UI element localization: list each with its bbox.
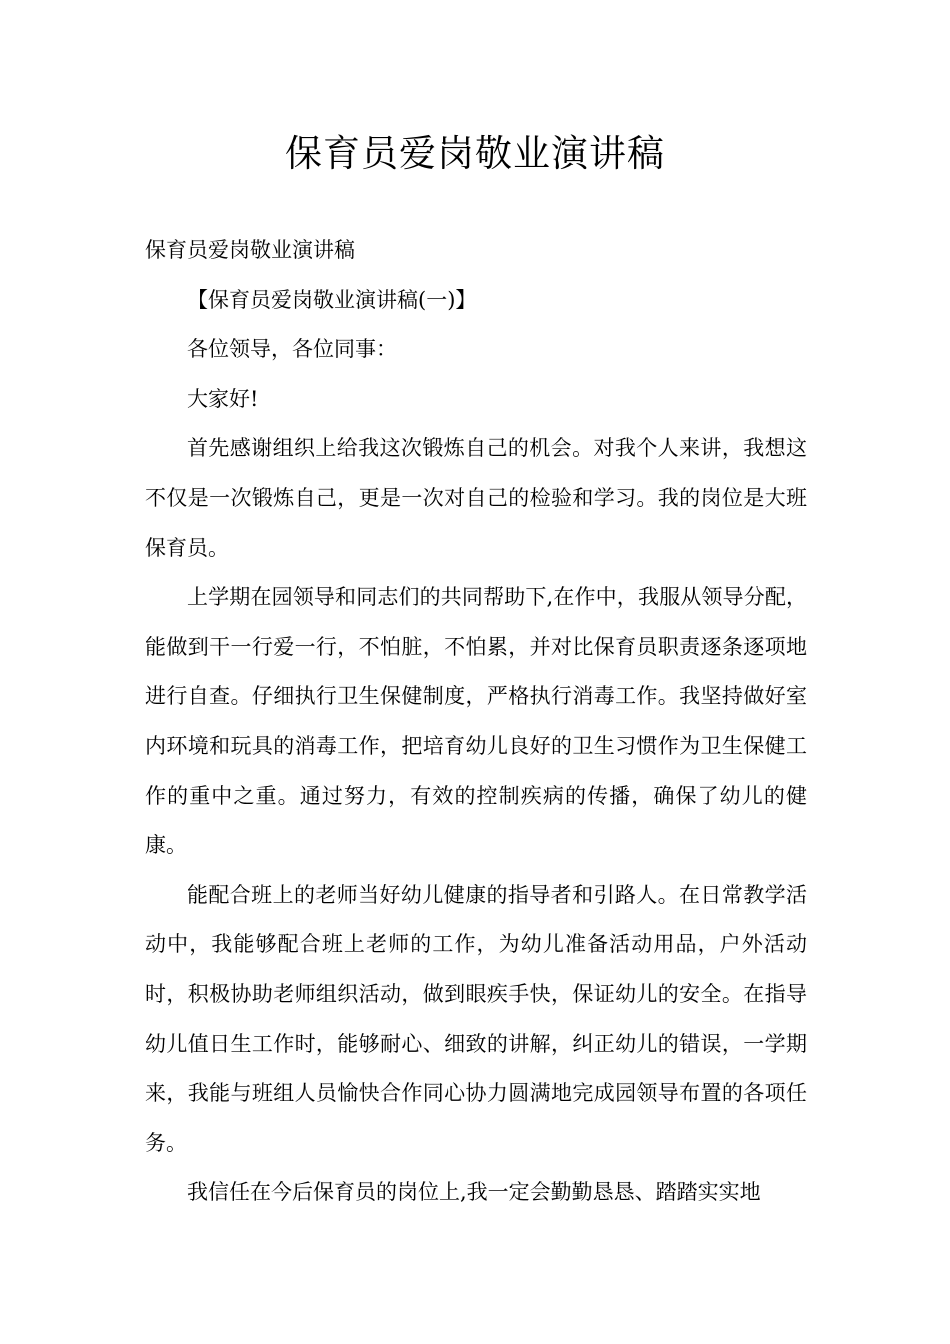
paragraph: 能配合班上的老师当好幼儿健康的指导者和引路人。在日常教学活动中，我能够配合班上老师的工作，为幼儿准备活动用品，户外活动时，积极协助老师组织活动，做到眼疾手快，保证幼儿的安全。在指导幼儿值日生工作时，能够耐心、细致的讲解，纠正幼儿的错误，一学期来，我能与班组人员愉快合作同心协力圆满地完成园领导布置的各项任务。 — [145, 882, 807, 1155]
greeting: 大家好! — [187, 386, 259, 411]
paragraph: 上学期在园领导和同志们的共同帮助下,在作中，我服从领导分配，能做到干一行爱一行，不怕脏，不怕累，并对比保育员职责逐条逐项地进行自查。仔细执行卫生保健制度，严格执行消毒工作。我坚持做好室内环境和玩具的消毒工作，把培育幼儿良好的卫生习惯作为卫生保健工作的重中之重。通过努力，有效的控制疾病的传播，确保了幼儿的健康。 — [145, 585, 807, 858]
section-heading: 【保育员爱岗敬业演讲稿(一)】 — [187, 287, 477, 312]
paragraph: 首先感谢组织上给我这次锻炼自己的机会。对我个人来讲，我想这不仅是一次锻炼自己，更是一次对自己的检验和学习。我的岗位是大班保育员。 — [145, 436, 807, 560]
salutation: 各位领导，各位同事： — [187, 337, 397, 362]
document-body — [145, 226, 807, 1218]
document-subtitle: 保育员爱岗敬业演讲稿 — [145, 238, 355, 262]
paragraph: 我信任在今后保育员的岗位上,我一定会勤勤恳恳、踏踏实实地 — [187, 1180, 761, 1205]
document-title: 保育员爱岗敬业演讲稿 — [285, 132, 665, 175]
